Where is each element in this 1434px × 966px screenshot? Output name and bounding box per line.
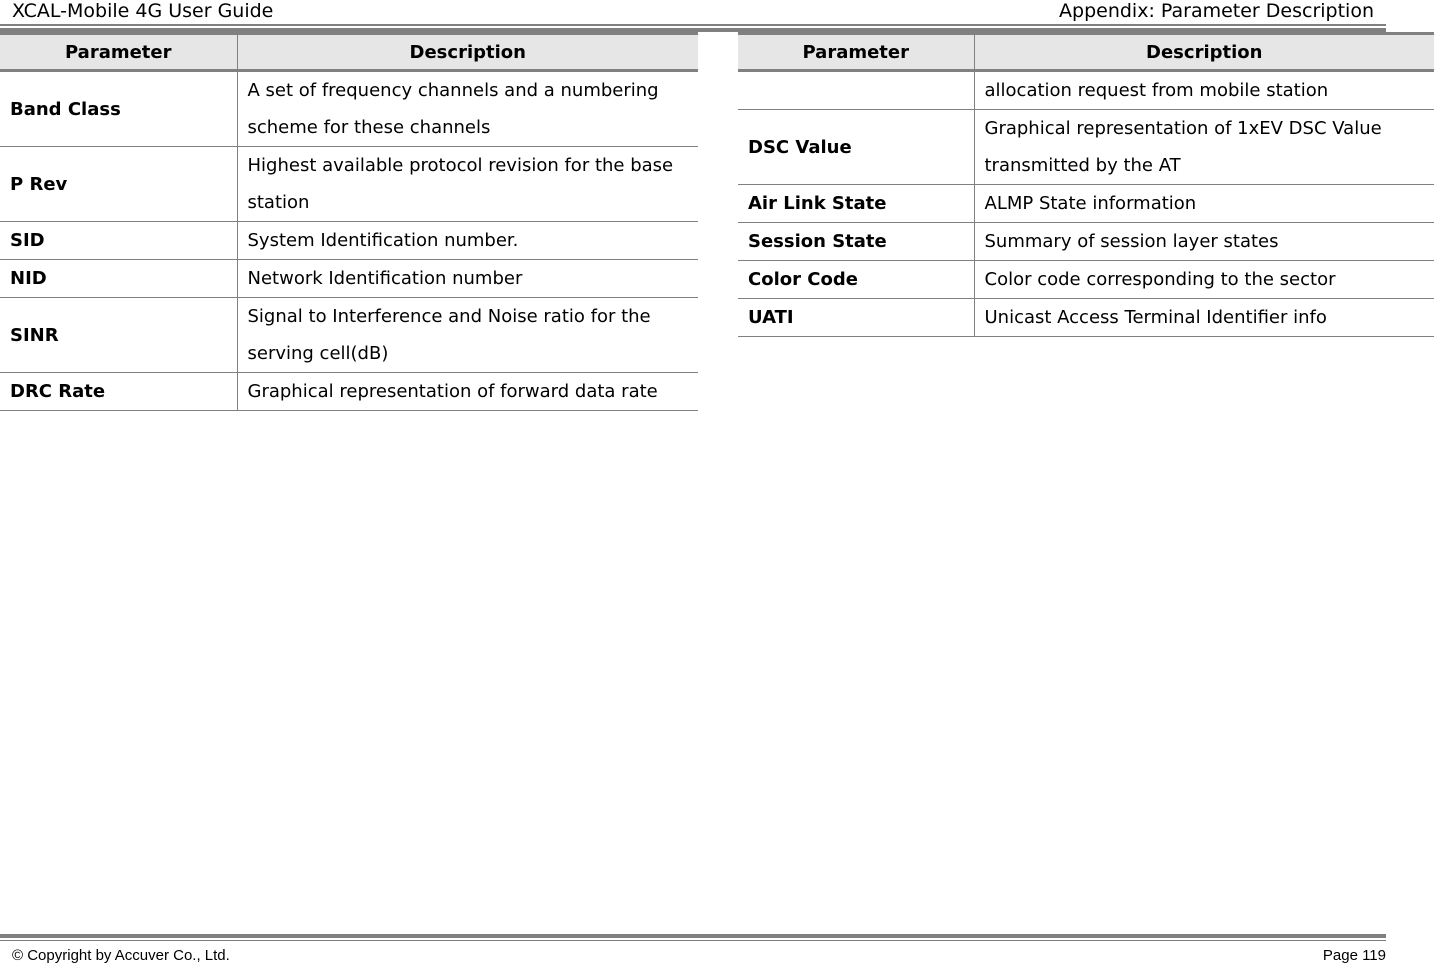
copyright-notice: © Copyright by Accuver Co., Ltd.: [12, 947, 230, 964]
parameter-description: Highest available protocol revision for the base station: [237, 147, 698, 222]
parameter-description: allocation request from mobile station: [974, 71, 1434, 110]
section-title: Appendix: Parameter Description: [1059, 0, 1374, 22]
parameter-name: UATI: [738, 299, 974, 337]
table-header-row: [0, 34, 698, 71]
document-title: XCAL-Mobile 4G User Guide: [12, 0, 274, 22]
column-header-description: Description: [237, 34, 698, 71]
parameter-name: NID: [0, 260, 237, 298]
footer-rule: [0, 940, 1386, 941]
header-rule: [0, 24, 1386, 26]
parameter-name: DRC Rate: [0, 373, 237, 411]
parameter-description: Signal to Interference and Noise ratio for the serving cell(dB): [237, 298, 698, 373]
column-header-parameter: Parameter: [738, 34, 974, 71]
table-row: [738, 299, 1434, 337]
table-row: [0, 71, 698, 147]
parameter-name: Air Link State: [738, 185, 974, 223]
table-header-row: [738, 34, 1434, 71]
parameter-description: ALMP State information: [974, 185, 1434, 223]
parameter-description: Network Identification number: [237, 260, 698, 298]
table-row: [0, 298, 698, 373]
parameter-description: Color code corresponding to the sector: [974, 261, 1434, 299]
parameter-name: P Rev: [0, 147, 237, 222]
parameter-description: Graphical representation of forward data rate: [237, 373, 698, 411]
parameter-name: DSC Value: [738, 110, 974, 185]
table-row: [738, 185, 1434, 223]
parameter-description: Summary of session layer states: [974, 223, 1434, 261]
column-header-description: Description: [974, 34, 1434, 71]
parameter-table-left: [0, 32, 698, 411]
page-number: Page 119: [1322, 947, 1386, 964]
table-row: [738, 110, 1434, 185]
parameter-description: System Identification number.: [237, 222, 698, 260]
column-header-parameter: Parameter: [0, 34, 237, 71]
table-row: [738, 261, 1434, 299]
footer-rule-thick: [0, 934, 1386, 938]
parameter-name: Band Class: [0, 71, 237, 147]
parameter-name: SID: [0, 222, 237, 260]
parameter-name: [738, 71, 974, 110]
parameter-description: Graphical representation of 1xEV DSC Value transmitted by the AT: [974, 110, 1434, 185]
parameter-description: Unicast Access Terminal Identifier info: [974, 299, 1434, 337]
table-row: [0, 147, 698, 222]
parameter-name: Session State: [738, 223, 974, 261]
table-row: [738, 71, 1434, 110]
table-row: [0, 373, 698, 411]
parameter-table-right: [738, 32, 1434, 337]
table-row: [738, 223, 1434, 261]
parameter-description: A set of frequency channels and a numbering scheme for these channels: [237, 71, 698, 147]
table-row: [0, 260, 698, 298]
table-row: [0, 222, 698, 260]
parameter-name: SINR: [0, 298, 237, 373]
parameter-name: Color Code: [738, 261, 974, 299]
